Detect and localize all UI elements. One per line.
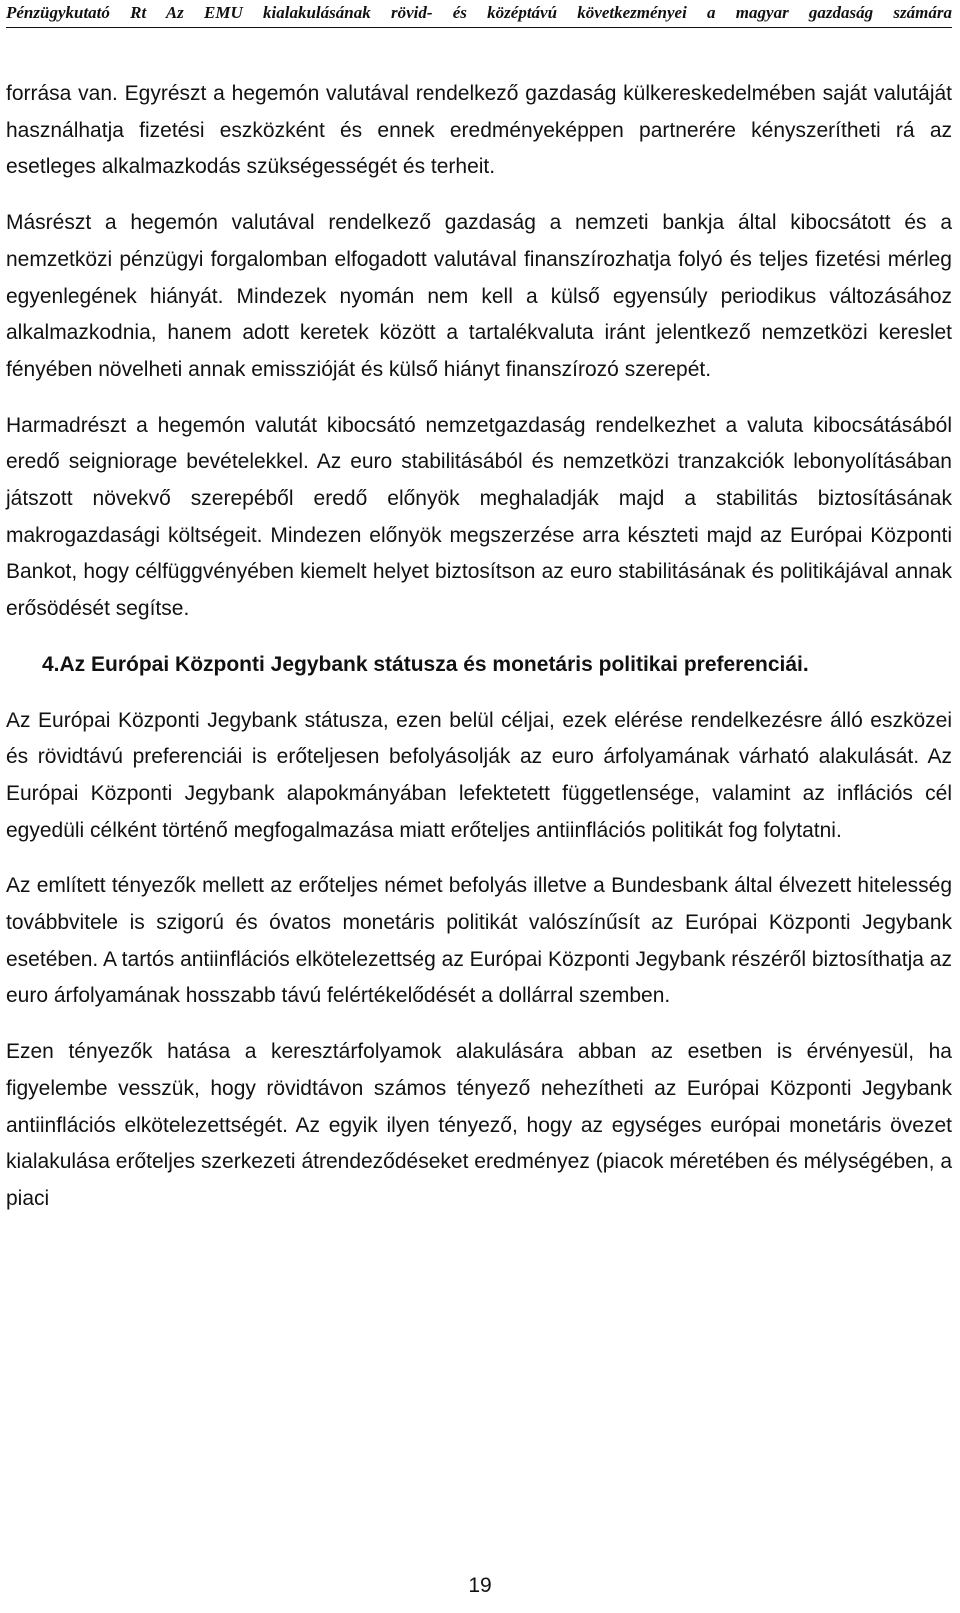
paragraph: Az Európai Központi Jegybank státusza, ezen belül céljai, ezek elérése rendelkezésre álló eszközei és rövidtávú preferenciái is erőteljesen befolyásolják az euro árfolyamának várható alakulását. Az Európai Központi Jegybank alapokmányában lefektetett függetlensége, valamint az inflációs cél egyedüli célként történő megfogalmazása miatt erőteljes antiinflációs politikát fog folytatni. [6,708,952,842]
paragraph: forrása van. Egyrészt a hegemón valutával rendelkező gazdaság külkereskedelmében saját valutáját használhatja fizetési eszközként és ennek eredményeképpen partnerére kényszerítheti rá az esetleges alkalmazkodás szükségességét és terheit. [6,82,952,179]
section-heading: 4.Az Európai Központi Jegybank státusza és monetáris politikai preferenciái. [42,652,809,676]
header-rule [6,27,952,28]
running-header: Pénzügykutató Rt Az EMU kialakulásának rövid- és középtávú következményei a magyar gazdaság számára [6,3,952,22]
paragraph: Másrészt a hegemón valutával rendelkező gazdaság a nemzeti bankja által kibocsátott és a nemzetközi pénzügyi forgalomban elfogadott valutával finanszírozhatja folyó és teljes fizetési mérleg egyenlegének hiányát. Mindezek nyomán nem kell a külső egyensúly periodikus változásához alkalmazkodnia, hanem adott keretek között a tartalékvaluta iránt jelentkező nemzetközi kereslet fényében növelheti annak emisszióját és külső hiányt finanszírozó szerepét. [6,211,952,381]
paragraph: Ezen tényezők hatása a keresztárfolyamok alakulására abban az esetben is érvényesül, ha figyelembe vesszük, hogy rövidtávon számos tényező nehezítheti az Európai Központi Jegybank antiinflációs elkötelezettségét. Az egyik ilyen tényező, hogy az egységes európai monetáris övezet kialakulása erőteljes szerkezeti átrendeződéseket eredményez (piacok méretében és mélységében, a piaci [6,1040,952,1210]
body-text [6,76,952,1237]
page-number: 19 [468,1574,492,1597]
paragraph: Harmadrészt a hegemón valutát kibocsátó nemzetgazdaság rendelkezhet a valuta kibocsátásából eredő seigniorage bevételekkel. Az euro stabilitásából és nemzetközi tranzakciók lebonyolításában játszott növekvő szerepéből eredő előnyök meghaladják majd a stabilitás biztosításának makrogazdasági költségeit. Mindezen előnyök megszerzése arra készteti majd az Európai Központi Bankot, hogy célfüggvényében kiemelt helyet biztosítson az euro stabilitásának és politikájával annak erősödését segítse. [6,413,952,621]
paragraph: Az említett tényezők mellett az erőteljes német befolyás illetve a Bundesbank által élvezett hitelesség továbbvitele is szigorú és óvatos monetáris politikát valószínűsít az Európai Központi Jegybank esetében. A tartós antiinflációs elkötelezettség az Európai Központi Jegybank részéről biztosíthatja az euro árfolyamának hosszabb távú felértékelődését a dollárral szemben. [6,874,952,1008]
